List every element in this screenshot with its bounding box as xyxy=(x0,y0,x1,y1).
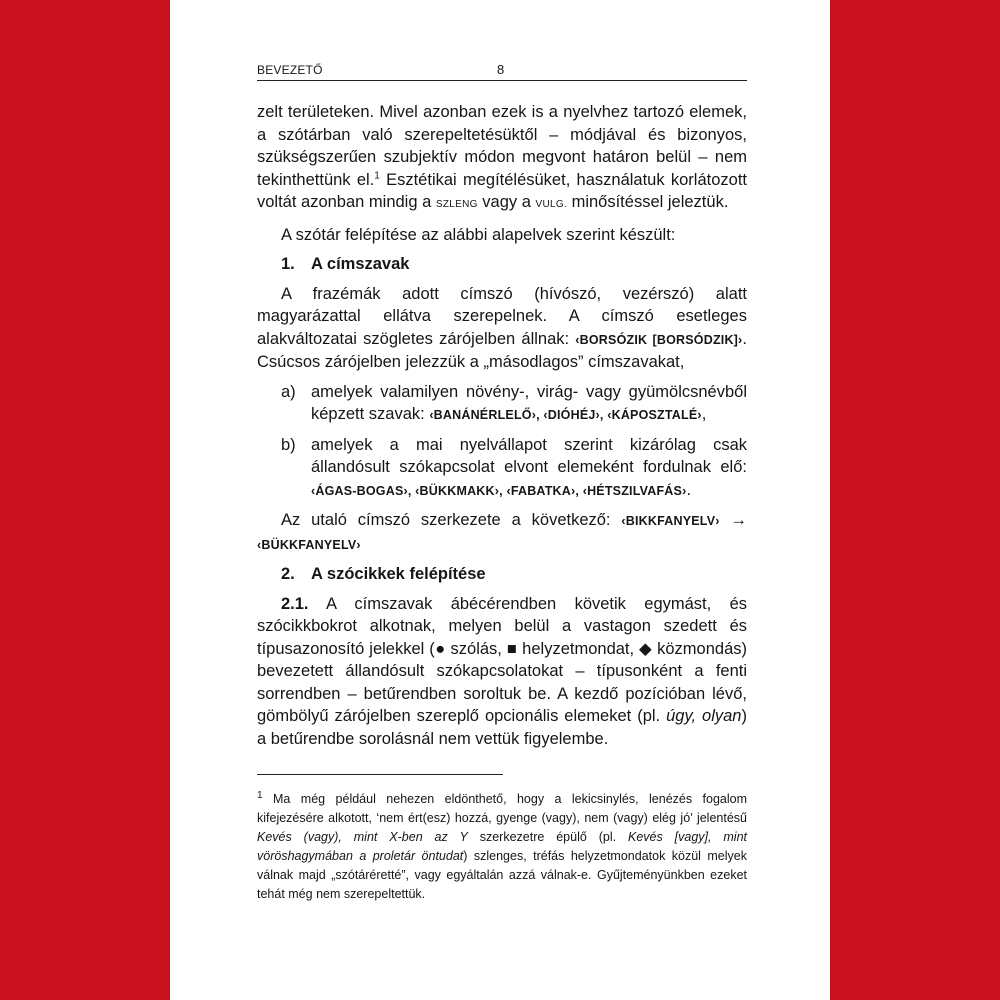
headword-reference: ‹BIKKFANYELV› xyxy=(621,514,720,528)
text-run: A címszavak ábécérendben követik egymást, és szócikkbokrot alkotnak, melyen belül a vastagon szedett és típusazonosító jelekkel (● szólás, ■ helyzetmondat, ◆ közmondás) bevezetett állandósult szókapcsolatokat – típusonként a fenti sorrendben – betűrendben soroltuk be. A kezdő pozícióban lévő, gömbölyű zárójelben szereplő opcionális elemeket (pl. xyxy=(257,594,747,725)
paragraph-5 xyxy=(257,593,747,751)
footnote-number: 1 xyxy=(257,789,263,801)
section-title: A címszavak xyxy=(311,255,410,273)
text-run: . Csúcsos zárójelben jelezzük a „másodlagos” címszavakat, xyxy=(257,329,747,371)
example-italic: úgy, olyan xyxy=(666,707,742,725)
list-text xyxy=(311,381,747,427)
body-text xyxy=(257,101,747,750)
text-run: . xyxy=(686,480,692,499)
example-italic: Kevés [vagy], mint vöröshagymában a proletár öntudat xyxy=(257,830,748,863)
section-heading-1 xyxy=(257,253,747,276)
section-title: A szócikkek felépítése xyxy=(311,565,486,583)
text-run: ) a betűrendbe sorolásnál nem vettük figyelembe. xyxy=(257,707,747,748)
section-number: 1. xyxy=(281,255,295,273)
paragraph-4 xyxy=(257,509,747,556)
text-run: vagy a xyxy=(477,193,536,211)
section-number: 2. xyxy=(281,565,295,583)
headword-target: ‹BÜKKFANYELV› xyxy=(257,537,361,552)
paragraph-1 xyxy=(257,101,747,217)
subsection-number: 2.1. xyxy=(281,594,309,613)
text-run: amelyek a mai nyelvállapot szerint kizárólag csak állandósult szókapcsolat elvont elemeként fordulnak elő: xyxy=(311,435,747,476)
text-run: Ma még például nehezen eldönthető, hogy a lekicsinylés, lenézés fogalom kifejezésére alkotott, ‘nem ért(esz) hozzá, gyenge (vagy), nem (vagy) elég jó’ jelentésű xyxy=(257,792,747,825)
footnote-reference: 1 xyxy=(374,170,380,181)
text-run: zelt területeken. Mivel azonban ezek is a nyelvhez tartozó elemek, a szótárban való szerepeltetésüktől – módjával és bizonyos, szükségszerűen szubjektív módon megvont határon belül – nem tekinthettünk el. xyxy=(257,103,747,189)
list-item xyxy=(257,381,747,427)
footnote xyxy=(257,790,747,904)
list-label: b) xyxy=(281,435,296,454)
list-label: a) xyxy=(281,382,296,401)
text-run: minősítéssel jeleztük. xyxy=(567,193,729,211)
text-run: amelyek valamilyen növény-, virág- vagy gyümölcsnévből képzett szavak: xyxy=(311,382,747,423)
text-run: Az utaló címszó szerkezete a következő: xyxy=(281,511,622,529)
book-page xyxy=(170,0,830,1000)
arrow-icon: → xyxy=(719,511,747,529)
text-run: ) szlenges, tréfás helyzetmondatok közül melyek válnak majd „szótáréretté”, vagy egyáltalán azzá válnak-e. Gyűjteményünkben ezeket tehát még nem szerepeltettük. xyxy=(257,849,747,901)
text-run: Esztétikai megítélésüket, használatuk korlátozott voltát azonban mindig a xyxy=(257,170,747,211)
footnote-text xyxy=(257,790,747,904)
footnote-divider xyxy=(257,774,503,775)
list-item xyxy=(257,434,747,503)
usage-tag-slang: SZLENG xyxy=(435,199,478,210)
list-text xyxy=(311,434,747,503)
chapter-title: BEVEZETŐ xyxy=(257,63,323,77)
headword-list: ‹BANÁNÉRLELŐ›, ‹DIÓHÉJ›, ‹KÁPOSZTALÉ› xyxy=(429,408,702,422)
text-run: szerkezetre épülő (pl. xyxy=(467,830,628,844)
section-heading-2 xyxy=(257,563,747,586)
example-italic: Kevés (vagy), mint X-ben az Y xyxy=(257,830,468,844)
headword-example: ‹BORSÓZIK [BORSÓDZIK]› xyxy=(575,332,743,347)
text-run: , xyxy=(701,405,707,423)
paragraph-3 xyxy=(257,283,747,374)
usage-tag-vulgar: VULG. xyxy=(535,199,567,210)
page-number: 8 xyxy=(497,62,505,77)
running-header xyxy=(257,62,747,81)
paragraph-2: A szótár felépítése az alábbi alapelvek szerint készült: xyxy=(281,225,676,244)
text-run: A frazémák adott címszó (hívószó, vezérszó) alatt magyarázattal ellátva szerepelnek. A címszó esetleges alakváltozatai szögletes zárójelben állnak: xyxy=(257,284,747,348)
headword-list: ‹ÁGAS-BOGAS›, ‹BÜKKMAKK›, ‹FABATKA›, ‹HÉTSZILVAFÁS› xyxy=(311,483,687,498)
